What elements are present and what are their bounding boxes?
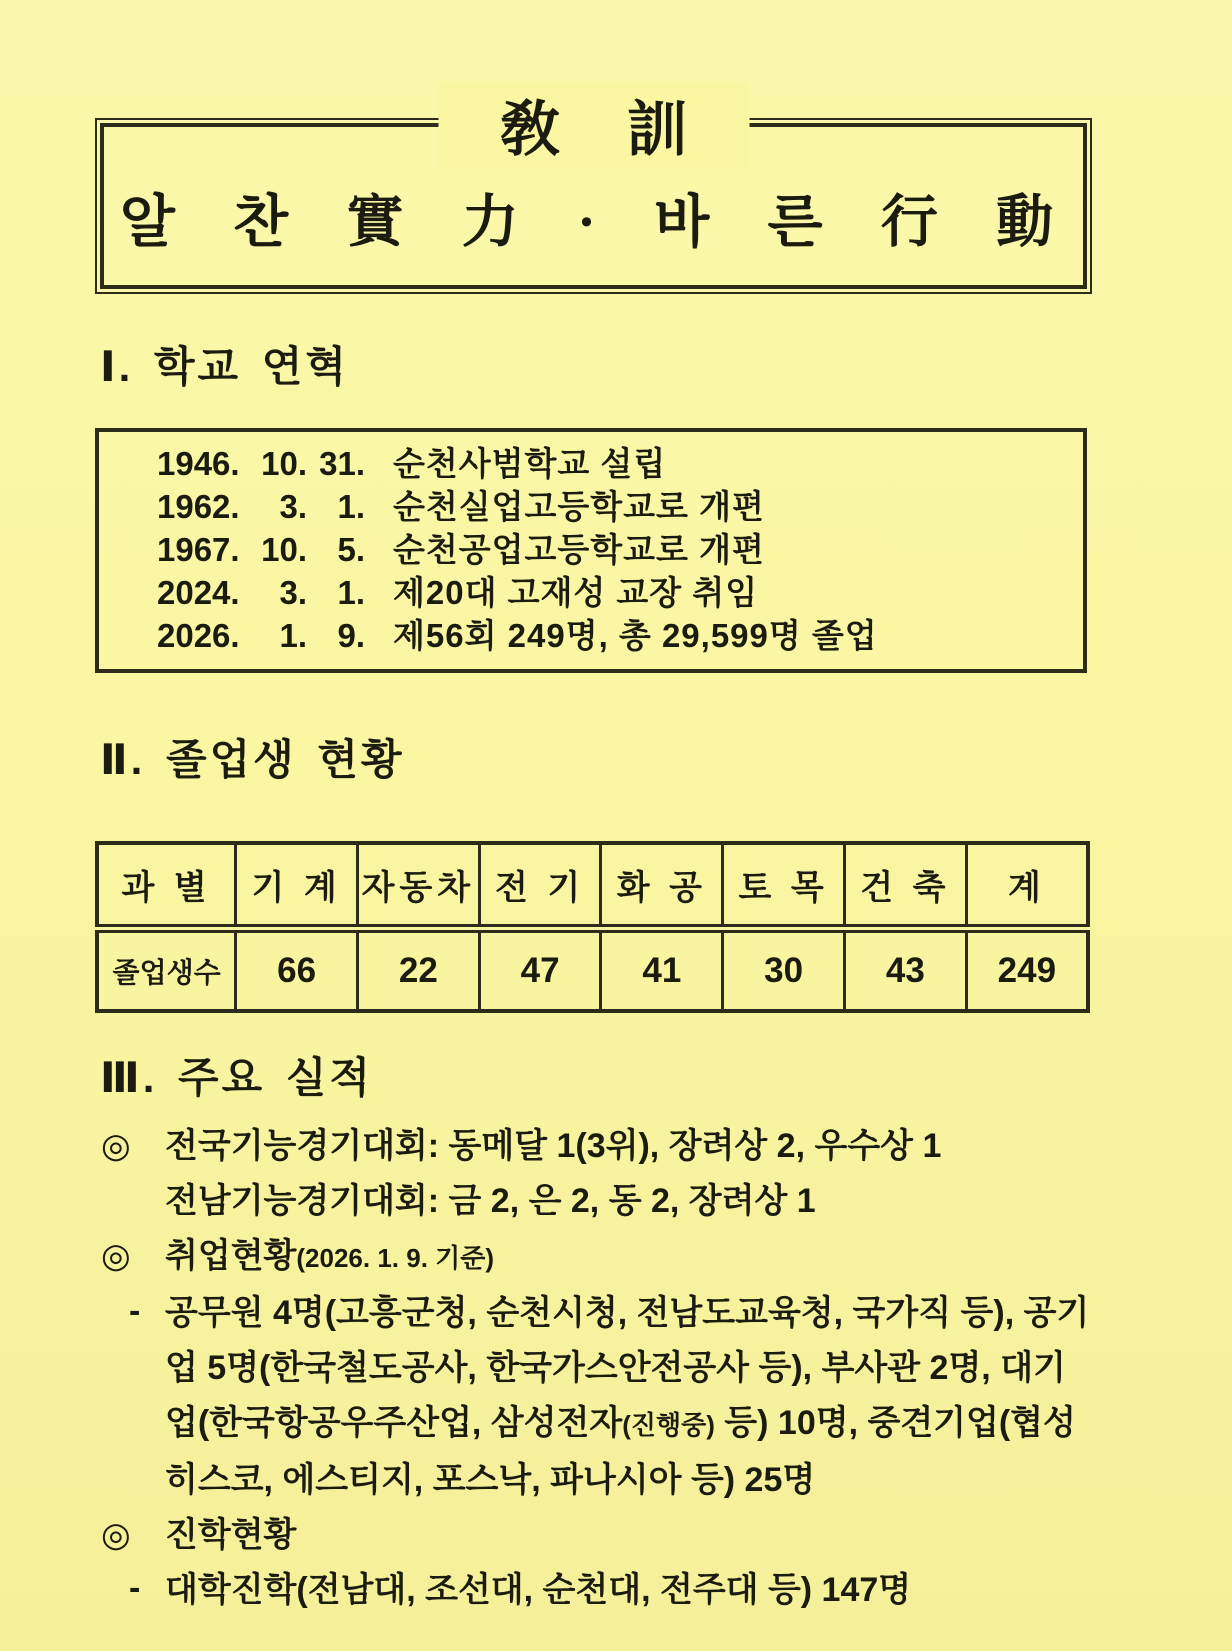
column-header-auto: 자동차 — [357, 843, 479, 929]
double-circle-bullet-icon: ◎ — [101, 1237, 131, 1275]
history-row — [157, 571, 1083, 614]
history-row — [157, 614, 1083, 657]
achievement-line-national-contest — [95, 1119, 1155, 1174]
history-day: 1. — [337, 488, 365, 525]
history-day: 9. — [337, 617, 365, 654]
achievement-line-public-corp — [95, 1341, 1155, 1396]
column-header-machine: 기 계 — [236, 843, 358, 929]
achievement-text-small: (2026. 1. 9. 기준) — [296, 1243, 495, 1273]
history-row — [157, 442, 1083, 485]
history-desc: 제20대 고재성 교장 취임 — [393, 574, 759, 611]
motto-text: 알 찬 實 力 · 바 른 行 動 — [119, 191, 1068, 254]
column-header-total: 계 — [966, 843, 1088, 929]
double-circle-bullet-icon: ◎ — [101, 1127, 131, 1165]
achievement-line-civil-servants — [95, 1286, 1155, 1341]
history-month: 3. — [279, 574, 307, 611]
history-desc: 순천공업고등학교로 개편 — [393, 531, 765, 568]
history-month: 10. — [261, 531, 307, 568]
history-desc: 순천실업고등학교로 개편 — [393, 488, 765, 525]
column-header-civil: 토 목 — [723, 843, 845, 929]
graduates-table-data-row — [97, 929, 1088, 1012]
graduates-table — [95, 841, 1090, 1013]
row-header-graduate-count: 졸업생수 — [97, 929, 236, 1012]
achievement-text: 업(한국항공우주산업, 삼성전자 — [165, 1404, 623, 1442]
dash-bullet-icon: - — [129, 1292, 141, 1330]
column-header-electric: 전 기 — [479, 843, 601, 929]
graduates-table-header-row — [97, 843, 1088, 929]
column-header-architecture: 건 축 — [844, 843, 966, 929]
history-month: 3. — [279, 488, 307, 525]
achievement-line-jeonnam-contest — [95, 1174, 1155, 1229]
history-year: 1967. — [157, 531, 240, 568]
achievement-text: 히스코, 에스티지, 포스낙, 파나시아 등) 25명 — [165, 1461, 816, 1499]
achievement-line-large-corp — [95, 1396, 1155, 1453]
value-civil: 30 — [723, 929, 845, 1012]
achievement-text: 취업현황 — [165, 1237, 297, 1275]
history-month: 10. — [261, 445, 307, 482]
history-year: 2024. — [157, 574, 240, 611]
achievement-text: 공무원 4명(고흥군청, 순천시청, 전남도교육청, 국가직 등), 공기 — [165, 1294, 1090, 1332]
section-history-heading: Ⅰ. 학교 연혁 — [100, 343, 349, 390]
history-year: 1962. — [157, 488, 240, 525]
double-circle-bullet-icon: ◎ — [101, 1516, 131, 1554]
achievement-text: 전남기능경기대회: 금 2, 은 2, 동 2, 장려상 1 — [165, 1182, 816, 1220]
history-year: 2026. — [157, 617, 240, 654]
history-box — [95, 428, 1087, 673]
achievement-line-university-entrance — [95, 1563, 1155, 1618]
column-header-dept: 과 별 — [97, 843, 236, 929]
motto-box — [95, 97, 1092, 294]
achievement-text: 등) 10명, 중견기업(협성 — [714, 1404, 1076, 1442]
section-graduates-heading: Ⅱ. 졸업생 현황 — [100, 736, 405, 783]
achievement-line-university-heading — [95, 1508, 1155, 1563]
history-month: 1. — [279, 617, 307, 654]
value-auto: 22 — [357, 929, 479, 1012]
column-header-chemical: 화 공 — [601, 843, 723, 929]
history-day: 31. — [319, 445, 365, 482]
section-achievements-heading: Ⅲ. 주요 실적 — [100, 1054, 373, 1101]
value-total: 249 — [966, 929, 1088, 1012]
achievement-text-small: (진행중) — [622, 1410, 715, 1440]
history-day: 5. — [337, 531, 365, 568]
history-desc: 제56회 249명, 총 29,599명 졸업 — [393, 617, 878, 654]
achievement-line-mid-corp — [95, 1453, 1155, 1508]
value-architecture: 43 — [844, 929, 966, 1012]
motto-label: 敎 訓 — [438, 82, 749, 168]
history-day: 1. — [337, 574, 365, 611]
achievement-text: 진학현황 — [165, 1516, 297, 1554]
history-row — [157, 485, 1083, 528]
achievement-line-employment-heading — [95, 1229, 1155, 1286]
achievement-text: 업 5명(한국철도공사, 한국가스안전공사 등), 부사관 2명, 대기 — [165, 1349, 1066, 1387]
value-electric: 47 — [479, 929, 601, 1012]
value-chemical: 41 — [601, 929, 723, 1012]
dash-bullet-icon: - — [129, 1569, 141, 1607]
achievements-list — [95, 1119, 1155, 1618]
achievement-text: 전국기능경기대회: 동메달 1(3위), 장려상 2, 우수상 1 — [165, 1127, 942, 1165]
history-row — [157, 528, 1083, 571]
history-year: 1946. — [157, 445, 240, 482]
value-machine: 66 — [236, 929, 358, 1012]
history-desc: 순천사범학교 설립 — [393, 445, 667, 482]
achievement-text: 대학진학(전남대, 조선대, 순천대, 전주대 등) 147명 — [165, 1571, 912, 1609]
